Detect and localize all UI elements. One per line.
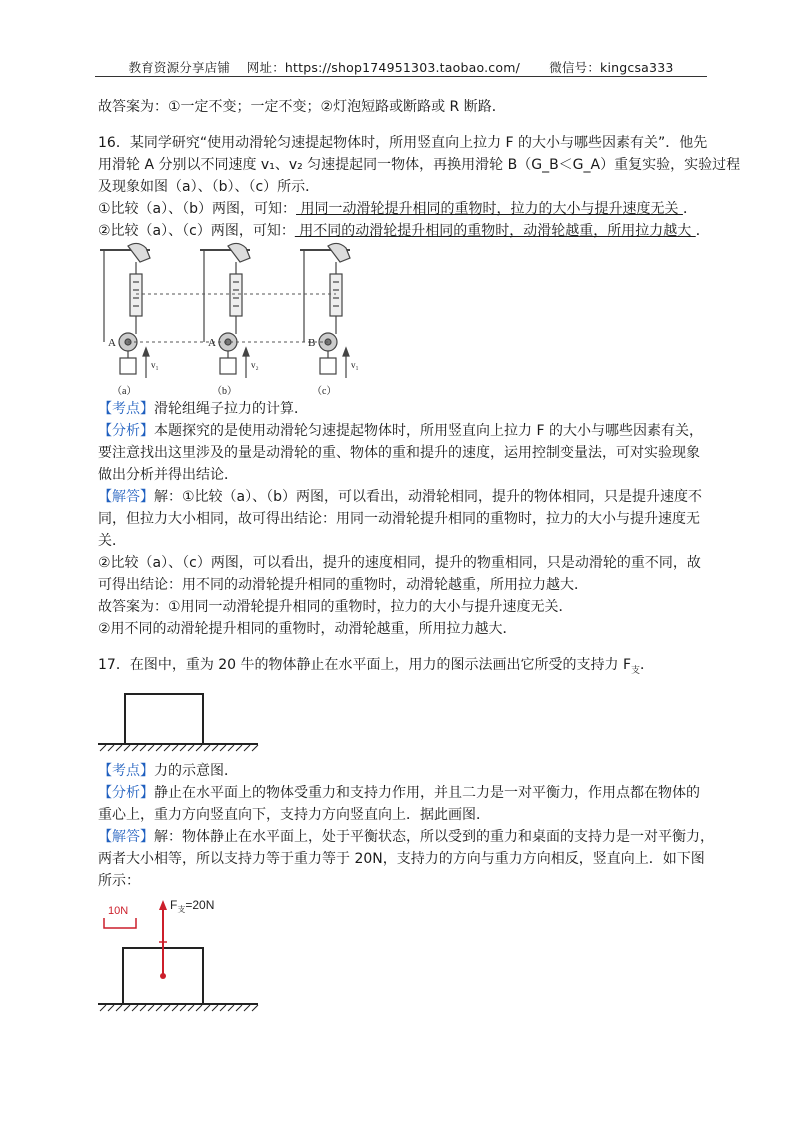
question-16 — [98, 132, 741, 640]
support-force-arrowhead — [159, 900, 167, 910]
q17-jieda — [98, 826, 714, 848]
q16-fenxi-2: 要注意找出这里涉及的量是动滑轮的重、物体的重和提升的速度，运用控制变量法，可对实验现象 — [98, 445, 700, 461]
q16-line-1: 16．某同学研究“使用动滑轮匀速提起物体时，所用竖直向上拉力 F 的大小与哪些因素有关”．他先 — [98, 135, 708, 151]
fenxi-text-1: 本题探究的是使用动滑轮匀速提起物体时，所用竖直向上拉力 F 的大小与哪些因素有关， — [154, 423, 703, 439]
q16-blank-1 — [98, 198, 710, 220]
fenxi-text-17-1: 静止在水平面上的物体受重力和支持力作用，并且二力是一对平衡力，作用点都在物体的 — [154, 784, 700, 801]
q16-blank-1-answer: 用同一动滑轮提升相同的重物时，拉力的大小与提升速度无关 — [296, 201, 683, 217]
q16-fenxi-3: 做出分析并得出结论． — [98, 467, 238, 483]
label-pulley-a1: A — [108, 337, 116, 349]
pulley-setup-a — [100, 243, 150, 378]
force-label-sub: 支 — [177, 904, 186, 914]
q16-jieda-3: 关． — [98, 533, 126, 549]
force-label-value: =20N — [185, 897, 215, 912]
force-label-main: F — [170, 897, 178, 912]
q16-blank-2 — [98, 220, 710, 242]
q16-answer-1: 故答案为：①用同一动滑轮提升相同的重物时，拉力的大小与提升速度无关． — [98, 599, 573, 615]
jieda-text-1: 解：①比较（a）、（b）两图，可以看出，动滑轮相同，提升的物体相同，只是提升速度不 — [154, 489, 703, 505]
q16-kaodian — [98, 398, 710, 420]
previous-answer: 故答案为：①一定不变；一定不变；②灯泡短路或断路或 R 断路． — [98, 99, 506, 115]
q16-answer-2: ②用不同的动滑轮提升相同的重物时，动滑轮越重，所用拉力越大． — [98, 621, 517, 637]
q16-blank-2-end: ． — [695, 223, 710, 239]
wechat-label: 微信号： — [549, 60, 601, 75]
label-pulley-b: B — [308, 337, 316, 349]
q17-fenxi — [98, 782, 710, 804]
q16-line-2: 用滑轮 A 分别以不同速度 v₁、v₂ 匀速提起同一物体，再换用滑轮 B（G_B＜G_A）重复实验，实验过程 — [98, 157, 741, 173]
q17-jieda-3: 所示： — [98, 872, 140, 889]
jieda-text-17-1: 解：物体静止在水平面上，处于平衡状态，所以受到的重力和桌面的支持力是一对平衡力， — [154, 828, 714, 845]
shop-url[interactable]: https://shop174951303.taobao.com/ — [284, 60, 520, 75]
kaodian-tag-17: 【考点】 — [98, 762, 154, 779]
label-v1-a: v₁ — [151, 360, 159, 370]
kaodian-text: 滑轮组绳子拉力的计算． — [154, 401, 308, 417]
center-of-gravity-point — [160, 973, 166, 979]
jieda-tag: 【解答】 — [98, 489, 154, 505]
scale-label: 10N — [108, 904, 129, 917]
jieda-tag-17: 【解答】 — [98, 828, 154, 845]
wechat-id: kingcsa333 — [600, 60, 674, 75]
shop-name: 教育资源分享店铺 — [128, 60, 231, 75]
document-body — [98, 96, 741, 1016]
force-label — [170, 898, 214, 914]
scale-bracket — [104, 918, 136, 928]
q16-blank-1-end: ． — [682, 201, 697, 217]
q17-question-sub: 支 — [631, 665, 641, 676]
caption-a: （a） — [112, 386, 137, 397]
header-rule — [95, 76, 707, 77]
caption-b: （b） — [212, 386, 237, 397]
support-force-figure — [98, 896, 268, 1016]
block — [125, 694, 203, 744]
question-17 — [98, 654, 714, 1016]
label-pulley-a2: A — [208, 337, 216, 349]
kaodian-text-17: 力的示意图． — [154, 762, 238, 779]
q17-question — [98, 654, 710, 682]
q16-jieda-4: ②比较（a）、（c）两图，可以看出，提升的速度相同，提升的物重相同，只是动滑轮的重不同，故 — [98, 555, 701, 571]
pulley-setup-c — [300, 243, 350, 378]
q17-jieda-2: 两者大小相等，所以支持力等于重力等于 20N，支持力的方向与重力方向相反，竖直向上．如下图 — [98, 850, 705, 867]
q16-jieda — [98, 486, 710, 508]
block-on-surface-figure — [98, 688, 268, 760]
ground-hatching — [100, 1005, 258, 1011]
label-v1-c: v₁ — [351, 360, 359, 370]
fenxi-tag-17: 【分析】 — [98, 784, 154, 801]
fenxi-tag: 【分析】 — [98, 423, 154, 439]
url-label: 网址： — [246, 60, 285, 75]
pulley-figure — [100, 242, 380, 398]
q16-fenxi — [98, 420, 710, 442]
q16-blank-2-answer: 用不同的动滑轮提升相同的重物时，动滑轮越重，所用拉力越大 — [294, 223, 696, 239]
q16-line-3: 及现象如图（a）、（b）、（c）所示． — [98, 179, 320, 195]
q16-blank-2-prefix: ②比较（a）、（c）两图，可知： — [98, 223, 295, 239]
q16-blank-1-prefix: ①比较（a）、（b）两图，可知： — [98, 201, 297, 217]
pulley-setup-b — [200, 243, 250, 378]
label-v2-b: v₂ — [251, 360, 259, 370]
q17-question-main: 17．在图中，重为 20 牛的物体静止在水平面上，用力的图示法画出它所受的支持力 F — [98, 657, 632, 673]
q17-kaodian — [98, 760, 710, 782]
q17-question-end: ． — [640, 657, 655, 673]
q17-fenxi-2: 重心上，重力方向竖直向下，支持力方向竖直向上．据此画图． — [98, 806, 490, 823]
kaodian-tag: 【考点】 — [98, 401, 154, 417]
ground-hatching — [100, 745, 258, 751]
page-header — [95, 58, 707, 76]
q16-jieda-2: 同，但拉力大小相同，故可得出结论：用同一动滑轮提升相同的重物时，拉力的大小与提升速度无 — [98, 511, 700, 527]
q16-jieda-5: 可得出结论：用不同的动滑轮提升相同的重物时，动滑轮越重，所用拉力越大． — [98, 577, 588, 593]
caption-c: （c） — [312, 386, 337, 397]
